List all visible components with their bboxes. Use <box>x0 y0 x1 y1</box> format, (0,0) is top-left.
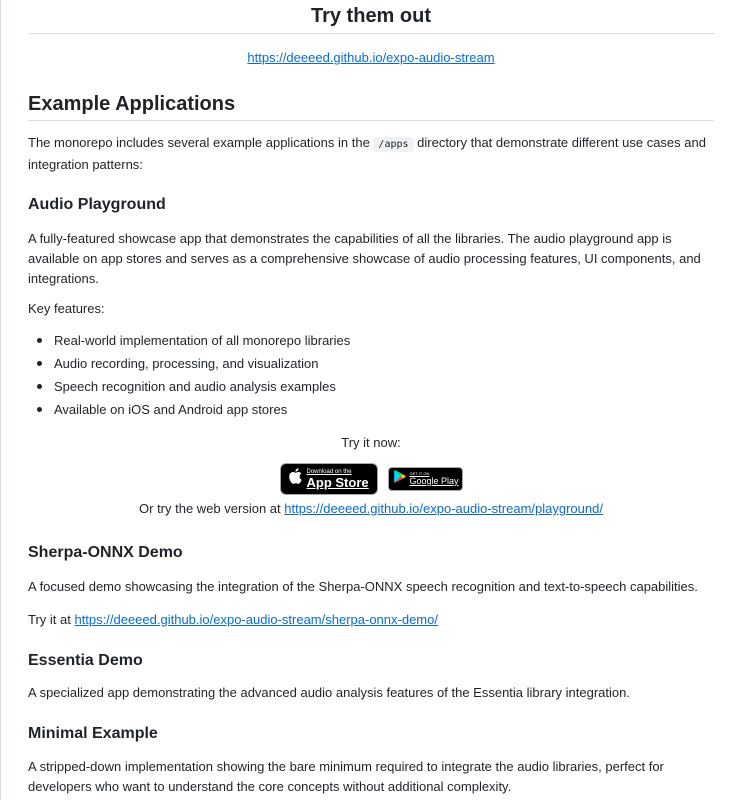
store-badges <box>28 463 714 495</box>
try-them-out-heading: Try them out <box>310 5 431 27</box>
try-now-label: Try it now: <box>341 435 401 450</box>
minimal-example-heading: Minimal Example <box>28 725 158 742</box>
web-version-line <box>28 499 714 519</box>
intro-text-end: directory that demonstrate different use cases and integration patterns: <box>28 135 706 172</box>
playground-description: A fully-featured showcase app that demonstrates the capabilities of all the libraries. The audio playground app is available on app stores and serves as a comprehensive showcase of audio processing features, UI components, and integrations. <box>28 231 701 286</box>
essentia-description: A specialized app demonstrating the advanced audio analysis features of the Essentia library integration. <box>28 685 630 700</box>
playground-web-link[interactable]: https://deeeed.github.io/expo-audio-stream/playground/ <box>284 501 603 516</box>
features-list <box>28 329 714 421</box>
sherpa-demo-link[interactable]: https://deeeed.github.io/expo-audio-stream/sherpa-onnx-demo/ <box>74 612 438 627</box>
apps-code: /apps <box>373 137 413 152</box>
list-item: Available on iOS and Android app stores <box>28 398 714 421</box>
sherpa-try-prefix: Try it at <box>28 612 75 627</box>
list-item: Real-world implementation of all monorepo libraries <box>28 329 714 352</box>
examples-intro <box>28 133 714 175</box>
section-divider <box>28 120 714 121</box>
example-applications-heading: Example Applications <box>28 93 236 115</box>
heading-divider <box>28 33 714 34</box>
demo-link[interactable]: https://deeeed.github.io/expo-audio-stream <box>247 50 495 65</box>
apple-icon <box>288 468 302 490</box>
google-play-icon <box>394 469 406 489</box>
audio-playground-heading: Audio Playground <box>28 196 166 213</box>
google-play-badge[interactable] <box>388 467 463 491</box>
appstore-big-text: App Store <box>306 475 369 490</box>
sherpa-onnx-heading: Sherpa-ONNX Demo <box>28 544 183 561</box>
demo-link-line <box>28 48 714 68</box>
left-border <box>0 0 1 800</box>
intro-text: The monorepo includes several example applications in the <box>28 135 374 150</box>
key-features-label: Key features: <box>28 301 105 316</box>
app-store-badge[interactable] <box>280 463 378 495</box>
sherpa-description: A focused demo showcasing the integration of the Sherpa-ONNX speech recognition and text-to-speech capabilities. <box>28 579 698 594</box>
web-version-prefix: Or try the web version at <box>139 501 285 516</box>
essentia-heading: Essentia Demo <box>28 652 143 669</box>
play-small-text: GET IT ON <box>409 471 430 476</box>
appstore-small-text: Download on the <box>306 469 352 475</box>
minimal-description: A stripped-down implementation showing the bare minimum required to integrate the audio libraries, perfect for developers who want to understand the core concepts without additional complexity. <box>28 759 664 794</box>
readme-content <box>28 0 714 797</box>
list-item: Audio recording, processing, and visualization <box>28 352 714 375</box>
list-item: Speech recognition and audio analysis examples <box>28 375 714 398</box>
play-big-text: Google Play <box>409 476 459 486</box>
sherpa-try-line <box>28 610 714 630</box>
